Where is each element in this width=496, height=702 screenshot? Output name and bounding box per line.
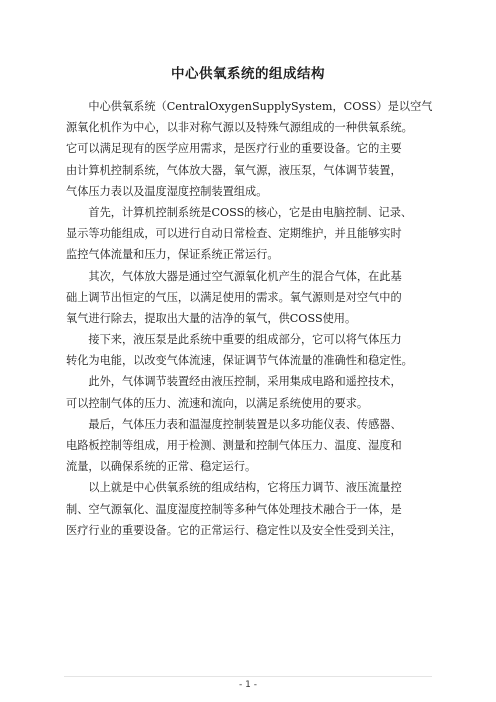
body-line: 中心供氧系统（CentralOxygenSupplySystem，COSS）是以空气 [66, 100, 433, 113]
body-line: 监控气体流量和压力，保证系统正常运行。 [66, 248, 279, 262]
body-line: 医疗行业的重要设备。它的正常运行、稳定性以及安全性受到关注， [66, 523, 402, 537]
document-title: 中心供氧系统的组成结构 [171, 66, 325, 82]
page-number: - 1 - [239, 680, 257, 690]
body-line: 它可以满足现有的医学应用需求，是医疗行业的重要设备。它的主要 [66, 142, 402, 156]
body-line: 首先，计算机控制系统是COSS的核心，它是由电脑控制、记录、 [66, 205, 413, 219]
body-line: 流量，以确保系统的正常、稳定运行。 [66, 460, 257, 474]
body-line: 转化为电能，以改变气体流速，保证调节气体流量的准确性和稳定性。 [66, 354, 413, 368]
body-line: 以上就是中心供氧系统的组成结构，它将压力调节、液压流量控 [66, 481, 402, 495]
body-line: 显示等功能组成，可以进行自动日常检查、定期维护，并且能够实时 [66, 227, 402, 241]
body-line: 接下来，液压泵是此系统中重要的组成部分，它可以将气体压力 [66, 333, 402, 347]
body-line: 础上调节出恒定的气压，以满足使用的需求。氧气源则是对空气中的 [66, 290, 402, 304]
body-line: 氧气进行除去，提取出大量的洁净的氧气，供COSS使用。 [66, 311, 357, 325]
body-line: 制、空气源氧化、温度湿度控制等多种气体处理技术融合于一体，是 [66, 502, 402, 516]
body-line: 由计算机控制系统，气体放大器，氧气源，液压泵，气体调节装置， [66, 163, 402, 177]
body-line: 最后，气体压力表和温湿度控制装置是以多功能仪表、传感器、 [66, 417, 402, 431]
body-line: 可以控制气体的压力、流速和流向，以满足系统使用的要求。 [66, 396, 369, 410]
document-body [66, 96, 434, 541]
body-line: 气体压力表以及温度湿度控制装置组成。 [66, 184, 268, 198]
body-line: 此外，气体调节装置经由液压控制，采用集成电路和遥控技术， [66, 375, 402, 389]
body-line: 电路板控制等组成，用于检测、测量和控制气体压力、温度、湿度和 [66, 439, 402, 452]
body-line: 其次，气体放大器是通过空气源氧化机产生的混合气体，在此基 [66, 269, 402, 283]
footer-divider [64, 676, 432, 677]
body-line: 源氧化机作为中心，以非对称气源以及特殊气源组成的一种供氧系统。 [66, 121, 413, 135]
